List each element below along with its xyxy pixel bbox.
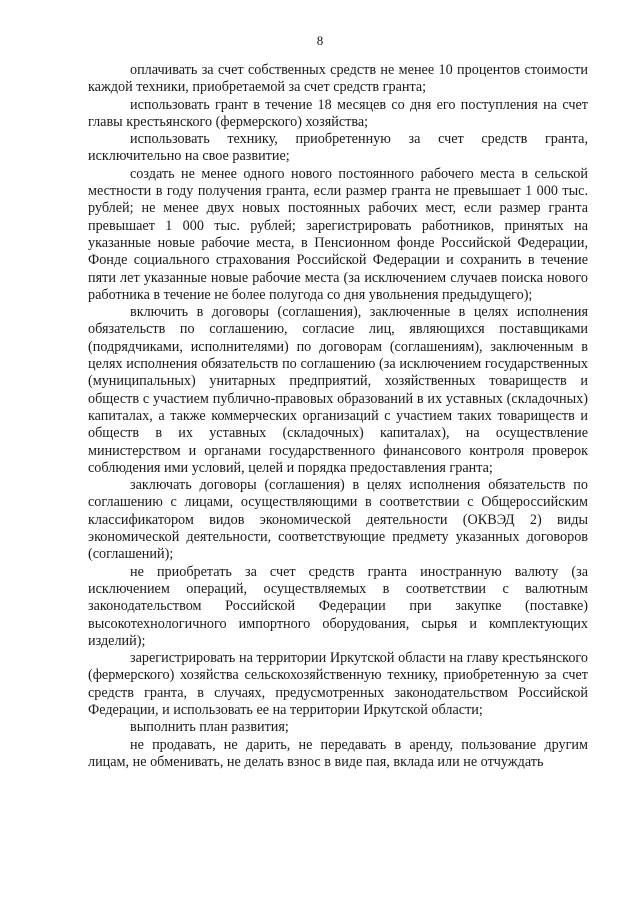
paragraph-no-alienation: не продавать, не дарить, не передавать в аренду, пользование другим лицам, не обменивать, не делать взнос в виде пая, вклада или не отчуждать <box>88 736 588 770</box>
paragraph-grant-usage-term: использовать грант в течение 18 месяцев со дня его поступления на счет главы крестьянского (фермерского) хозяйства; <box>88 96 588 130</box>
paragraph-foreign-currency: не приобретать за счет средств гранта иностранную валюту (за исключением операций, осуществляемых в соответствии с валютным законодательством Российской Федерации при закупке (поставке) высокотехнологичного импортного оборудования, сырья и комплектующих изделий); <box>88 563 588 649</box>
document-body <box>88 62 588 771</box>
paragraph-job-creation: создать не менее одного нового постоянного рабочего места в сельской местности в году получения гранта, если размер гранта не превышает 1 000 тыс. рублей; не менее двух новых постоянных рабочих мест, если размер гранта превышает 1 000 тыс. рублей; зарегистрировать работников, принятых на указанные новые рабочие места, в Пенсионном фонде Российской Федерации, Фонде социального страхования Российской Федерации и сохранить в течение пяти лет указанные новые рабочие места (за исключением случаев поиска нового работника в течение не более полугода со дня увольнения предыдущего); <box>88 165 588 303</box>
paragraph-registration: зарегистрировать на территории Иркутской области на главу крестьянского (фермерского) хозяйства сельскохозяйственную технику, приобретенную за счет средств гранта, в случаях, предусмотренных законодательством Российской Федерации, и использовать ее на территории Иркутской области; <box>88 650 588 718</box>
paragraph-development-plan: выполнить план развития; <box>130 719 289 736</box>
paragraph-contractors-okved: заключать договоры (соглашения) в целях исполнения обязательств по соглашению с лицами, осуществляющими в соответствии с Общероссийским классификатором видов экономической деятельности (ОКВЭД 2) виды экономической деятельности, соответствующие предмету указанных договоров (соглашений); <box>88 477 588 563</box>
paragraph-equipment-usage: использовать технику, приобретенную за счет средств гранта, исключительно на свое развитие; <box>88 131 588 165</box>
page-number: 8 <box>316 33 324 48</box>
paragraph-audit-consent: включить в договоры (соглашения), заключенные в целях исполнения обязательств по соглашению, согласие лиц, являющихся поставщиками (подрядчиками, исполнителями) по договорам (соглашениям), заключенным в целях исполнения обязательств по соглашению (за исключением государственных (муниципальных) унитарных предприятий, хозяйственных товариществ и обществ с участием публично-правовых образований в их уставных (складочных) капиталах, а также коммерческих организаций с участием таких товариществ и обществ в их уставных (складочных) капиталах), на осуществление министерством и органами государственного финансового контроля проверок соблюдения ими условий, целей и порядка предоставления гранта; <box>88 304 588 476</box>
paragraph-cofinancing: оплачивать за счет собственных средств не менее 10 процентов стоимости каждой техники, приобретаемой за счет средств гранта; <box>88 62 588 96</box>
